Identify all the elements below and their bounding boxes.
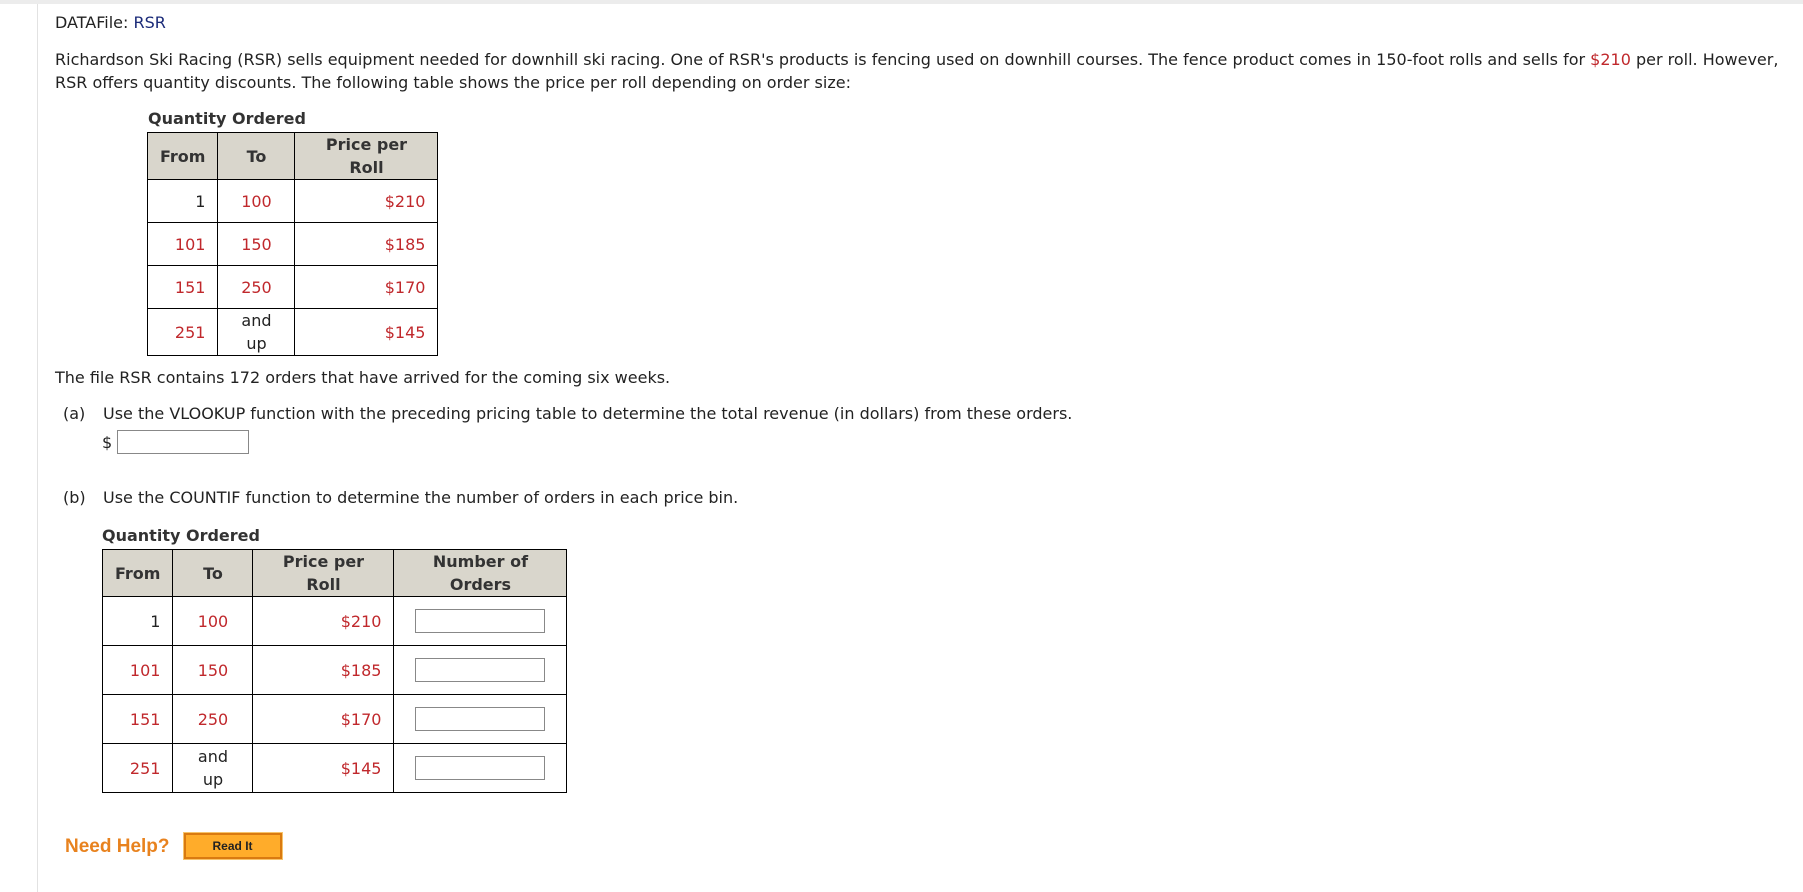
from-cell: 101 — [103, 646, 173, 695]
part-b-text: Use the COUNTIF function to determine the number of orders in each price bin. — [103, 488, 739, 507]
part-b-label: (b) — [63, 488, 86, 507]
header-price: Price per Roll — [253, 550, 394, 597]
from-cell: 101 — [148, 223, 218, 266]
table-row — [103, 695, 567, 744]
intro-text-before: Richardson Ski Racing (RSR) sells equipment needed for downhill ski racing. One of RSR's products is fencing used on downhill courses. The fence product comes in 150-foot rolls and sells for — [55, 50, 1591, 69]
datafile-link[interactable]: RSR — [133, 13, 166, 32]
header-price: Price per Roll — [295, 133, 438, 180]
price-bins-table — [102, 549, 567, 793]
orders-input-bin-2[interactable] — [415, 658, 545, 682]
price-cell: $145 — [295, 309, 438, 356]
total-revenue-input[interactable] — [117, 430, 249, 454]
table-row — [103, 744, 567, 793]
orders-cell — [394, 646, 567, 695]
to-cell: 150 — [218, 223, 295, 266]
to-cell: and up — [173, 744, 253, 793]
price-cell: $210 — [253, 597, 394, 646]
from-cell: 1 — [103, 597, 173, 646]
from-cell: 151 — [103, 695, 173, 744]
to-cell: 150 — [173, 646, 253, 695]
to-cell: 100 — [218, 180, 295, 223]
table-row — [148, 309, 438, 356]
price-cell: $185 — [295, 223, 438, 266]
need-help-label: Need Help? — [65, 835, 170, 857]
part-a-answer — [102, 430, 249, 454]
datafile-line — [55, 11, 166, 34]
top-divider — [0, 0, 1803, 4]
to-cell: 250 — [173, 695, 253, 744]
to-cell: 250 — [218, 266, 295, 309]
price-cell: $170 — [253, 695, 394, 744]
currency-symbol: $ — [102, 432, 113, 452]
orders-input-bin-3[interactable] — [415, 707, 545, 731]
bins-table-caption: Quantity Ordered — [102, 526, 260, 545]
need-help-section — [65, 833, 282, 859]
from-cell: 251 — [103, 744, 173, 793]
from-cell: 151 — [148, 266, 218, 309]
read-it-button[interactable]: Read It — [184, 833, 282, 859]
orders-cell — [394, 695, 567, 744]
orders-input-bin-4[interactable] — [415, 756, 545, 780]
part-a-question — [63, 402, 1072, 425]
table-row — [103, 597, 567, 646]
from-cell: 1 — [148, 180, 218, 223]
header-to: To — [173, 550, 253, 597]
part-b-question — [63, 486, 738, 509]
pricing-table-caption: Quantity Ordered — [148, 109, 306, 128]
header-to: To — [218, 133, 295, 180]
pricing-table — [147, 132, 438, 356]
table-row — [148, 180, 438, 223]
orders-cell — [394, 597, 567, 646]
datafile-label: DATAFile: — [55, 13, 129, 32]
orders-cell — [394, 744, 567, 793]
to-cell: and up — [218, 309, 295, 356]
file-note: The file RSR contains 172 orders that have arrived for the coming six weeks. — [55, 368, 671, 387]
from-cell: 251 — [148, 309, 218, 356]
price-cell: $185 — [253, 646, 394, 695]
header-number-of-orders: Number of Orders — [394, 550, 567, 597]
to-cell: 100 — [173, 597, 253, 646]
left-margin-line — [37, 4, 38, 892]
intro-text-after: per roll. However, RSR offers quantity discounts. The following table shows the price per roll depending on order size: — [55, 50, 1779, 92]
intro-price: $210 — [1590, 50, 1631, 69]
header-from: From — [148, 133, 218, 180]
price-cell: $170 — [295, 266, 438, 309]
table-row — [148, 266, 438, 309]
header-from: From — [103, 550, 173, 597]
intro-paragraph — [55, 48, 1790, 94]
orders-input-bin-1[interactable] — [415, 609, 545, 633]
price-cell: $210 — [295, 180, 438, 223]
table-row — [148, 223, 438, 266]
part-a-label: (a) — [63, 404, 86, 423]
part-a-text: Use the VLOOKUP function with the preceding pricing table to determine the total revenue (in dollars) from these orders. — [103, 404, 1073, 423]
table-row — [103, 646, 567, 695]
price-cell: $145 — [253, 744, 394, 793]
